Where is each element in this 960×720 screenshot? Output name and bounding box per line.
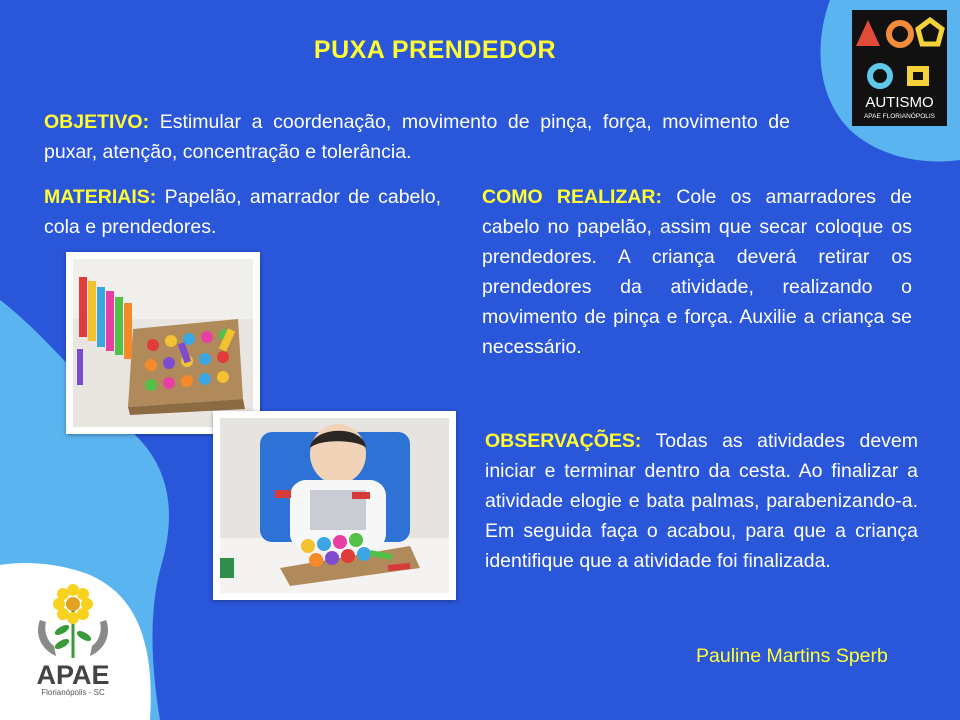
observacoes-text: Todas as atividades devem iniciar e terminar dentro da cesta. Ao finalizar a atividade elogie e bata palmas, parabenizando-a. Em seguida faça o acabou, para que a criança identifique que a atividade foi finalizada. — [485, 430, 918, 572]
objetivo-text: Estimular a coordenação, movimento de pinça, força, movimento de puxar, atenção, concentração e tolerância. — [44, 111, 791, 163]
apae-logo — [28, 580, 118, 700]
apae-logo-name: APAE — [36, 660, 110, 690]
observacoes-label: OBSERVAÇÕES: — [485, 430, 642, 452]
autismo-logo-name: AUTISMO — [865, 94, 934, 111]
activity-photo-child — [213, 411, 456, 600]
autismo-logo-sub: APAE FLORIANÓPOLIS — [863, 113, 936, 120]
objetivo-label: OBJETIVO: — [44, 111, 150, 133]
apae-flower-icon — [28, 580, 118, 660]
materiais-text: Papelão, amarrador de cabelo, cola e prendedores. — [44, 186, 441, 238]
autismo-logo — [852, 10, 947, 126]
como-realizar-text: Cole os amarradores de cabelo no papelão, assim que secar coloque os prendedores. A criança deverá retirar os prendedores da atividade, realizando o movimento de pinça e força. Auxilie a criança se necessário. — [482, 186, 912, 358]
author-name: Pauline Martins Sperb — [696, 645, 888, 667]
observacoes-paragraph — [485, 426, 918, 576]
objetivo-paragraph — [44, 107, 790, 167]
materiais-paragraph — [44, 182, 441, 242]
como-realizar-label: COMO REALIZAR: — [482, 186, 662, 208]
page-title: PUXA PRENDEDOR — [313, 36, 557, 64]
board-illustration — [73, 259, 253, 427]
apae-logo-sub: Florianópolis - SC — [41, 688, 105, 697]
materiais-label: MATERIAIS: — [44, 186, 157, 208]
activity-photo-board — [66, 252, 260, 434]
child-illustration — [220, 418, 449, 593]
como-realizar-paragraph — [482, 182, 912, 362]
